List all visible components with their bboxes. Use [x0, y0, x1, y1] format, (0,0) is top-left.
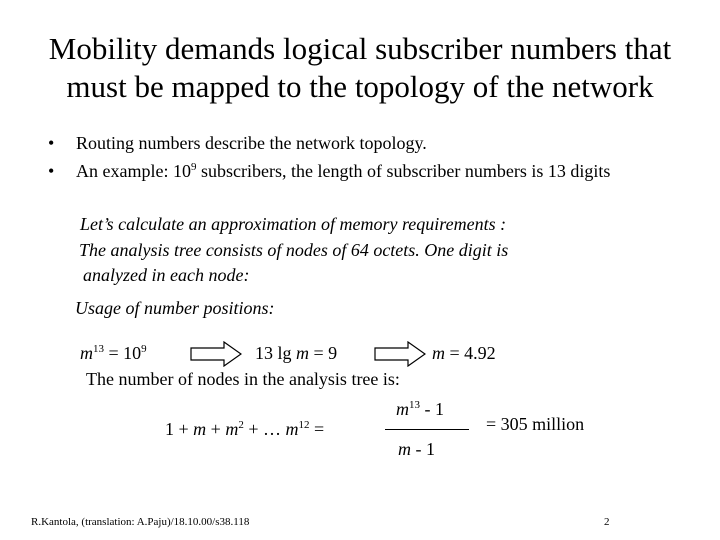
usage-label: Usage of number positions: [75, 298, 275, 318]
bullet-1-text: Routing numbers describe the network topology. [76, 133, 427, 153]
bullet-dot: • [48, 133, 55, 153]
result-value: = 305 million [486, 414, 585, 434]
arrow-right-icon [190, 341, 242, 367]
memory-text-line-3: analyzed in each node: [83, 265, 250, 285]
page-number: 2 [604, 516, 610, 528]
bullet-dot: • [48, 161, 55, 181]
arrow-right-icon [374, 341, 426, 367]
equation-m13: $m^{13} = 10^9$ [80, 343, 147, 363]
slide-title [0, 30, 720, 106]
equation-lg: 13 lg m = 9 [255, 343, 338, 363]
slide-title-line-2: must be mapped to the topology of the network [66, 69, 654, 104]
fraction-numerator: $m^{13} - 1$ [396, 399, 444, 419]
memory-text-line-2: The analysis tree consists of nodes of 64 octets. One digit is [79, 240, 509, 260]
equation-sum: $1 + m + m^2$ + … $m^{12}$ = [165, 419, 325, 439]
fraction-bar [385, 429, 469, 430]
bullet-2-text: An example: $10^9$ subscribers, the length of subscriber numbers is 13 digits [76, 161, 611, 181]
nodes-count-text: The number of nodes in the analysis tree is: [86, 369, 400, 389]
equation-m-value: m = 4.92 [432, 343, 496, 363]
memory-text-line-1: Let’s calculate an approximation of memory requirements : [80, 214, 507, 234]
fraction-denominator: m - 1 [398, 439, 435, 459]
slide-title-line-1: Mobility demands logical subscriber numbers that [48, 31, 672, 66]
footer-credit: R.Kantola, (translation: A.Paju)/18.10.00/s38.118 [31, 516, 250, 528]
